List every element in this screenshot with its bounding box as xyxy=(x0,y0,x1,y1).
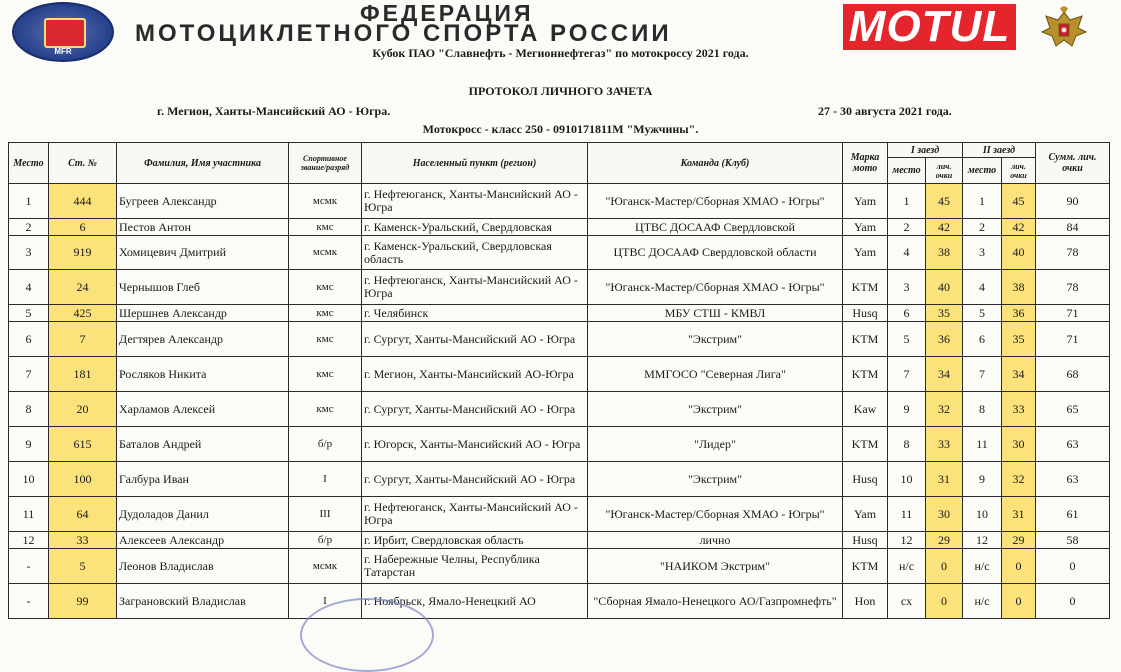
col-header-race1-place: место xyxy=(888,158,926,184)
cell-rank: кмс xyxy=(289,322,362,357)
cell-total: 78 xyxy=(1036,236,1110,270)
cell-p2: 8 xyxy=(963,392,1002,427)
cell-num: 5 xyxy=(49,549,117,584)
cell-team: "Сборная Ямало-Ненецкого АО/Газпромнефть" xyxy=(588,584,843,619)
cell-team: "Юганск-Мастер/Сборная ХМАО - Югры" xyxy=(588,184,843,219)
cell-place: 1 xyxy=(9,184,49,219)
cell-num: 24 xyxy=(49,270,117,305)
cell-p1: н/с xyxy=(888,549,926,584)
cell-city: г. Набережные Челны, Республика Татарстан xyxy=(362,549,588,584)
cell-p1: сх xyxy=(888,584,926,619)
table-row xyxy=(9,549,1110,584)
cell-rank: кмс xyxy=(289,357,362,392)
cell-p1: 12 xyxy=(888,532,926,549)
protocol-title: ПРОТОКОЛ ЛИЧНОГО ЗАЧЕТА xyxy=(468,84,653,98)
cell-p2: 5 xyxy=(963,305,1002,322)
cell-s2: 35 xyxy=(1002,322,1036,357)
cell-total: 71 xyxy=(1036,322,1110,357)
cell-moto: Yam xyxy=(843,497,888,532)
col-header-race1: I заезд xyxy=(888,143,963,158)
cell-team: лично xyxy=(588,532,843,549)
cell-name: Заграновский Владислав xyxy=(117,584,289,619)
cell-moto: Husq xyxy=(843,305,888,322)
cell-total: 71 xyxy=(1036,305,1110,322)
col-header-race2-points: лич. очки xyxy=(1002,158,1036,184)
cell-team: "Экстрим" xyxy=(588,392,843,427)
cell-place: 4 xyxy=(9,270,49,305)
cell-s2: 34 xyxy=(1002,357,1036,392)
sponsor-logo: MOTUL xyxy=(843,4,1016,50)
col-header-team: Команда (Клуб) xyxy=(588,143,843,184)
cell-rank: б/р xyxy=(289,532,362,549)
cell-p1: 8 xyxy=(888,427,926,462)
cell-s2: 40 xyxy=(1002,236,1036,270)
cell-team: "Экстрим" xyxy=(588,322,843,357)
cell-city: г. Ирбит, Свердловская область xyxy=(362,532,588,549)
cell-rank: кмс xyxy=(289,219,362,236)
cell-total: 0 xyxy=(1036,584,1110,619)
cell-team: ММГОСО "Северная Лига" xyxy=(588,357,843,392)
col-header-race2-place: место xyxy=(963,158,1002,184)
cell-place: 12 xyxy=(9,532,49,549)
cell-moto: KTM xyxy=(843,427,888,462)
cell-name: Чернышов Глеб xyxy=(117,270,289,305)
cell-rank: кмс xyxy=(289,305,362,322)
cell-s2: 42 xyxy=(1002,219,1036,236)
cell-city: г. Каменск-Уральский, Свердловская xyxy=(362,219,588,236)
cell-city: г. Нефтеюганск, Ханты-Мансийский АО - Югра xyxy=(362,270,588,305)
cell-p1: 5 xyxy=(888,322,926,357)
table-row xyxy=(9,497,1110,532)
cell-total: 63 xyxy=(1036,462,1110,497)
cell-city: г. Нефтеюганск, Ханты-Мансийский АО - Югра xyxy=(362,184,588,219)
cell-rank: кмс xyxy=(289,270,362,305)
cell-team: МБУ СТШ - КМВЛ xyxy=(588,305,843,322)
cell-city: г. Челябинск xyxy=(362,305,588,322)
event-place: г. Мегион, Ханты-Мансийский АО - Югра. xyxy=(157,104,391,118)
cell-s2: 33 xyxy=(1002,392,1036,427)
cell-s1: 35 xyxy=(926,305,963,322)
event-dates: 27 - 30 августа 2021 года. xyxy=(818,104,952,118)
cell-s1: 38 xyxy=(926,236,963,270)
cell-total: 90 xyxy=(1036,184,1110,219)
cell-name: Леонов Владислав xyxy=(117,549,289,584)
cell-name: Хомицевич Дмитрий xyxy=(117,236,289,270)
cell-moto: Kaw xyxy=(843,392,888,427)
cell-name: Росляков Никита xyxy=(117,357,289,392)
cell-rank: мсмк xyxy=(289,184,362,219)
cell-place: 3 xyxy=(9,236,49,270)
cell-total: 84 xyxy=(1036,219,1110,236)
col-header-moto: Марка мото xyxy=(843,143,888,184)
cell-s2: 0 xyxy=(1002,584,1036,619)
cell-total: 63 xyxy=(1036,427,1110,462)
table-row xyxy=(9,270,1110,305)
cell-s2: 31 xyxy=(1002,497,1036,532)
cell-total: 0 xyxy=(1036,549,1110,584)
cell-rank: кмс xyxy=(289,392,362,427)
cell-moto: Hon xyxy=(843,584,888,619)
cell-num: 425 xyxy=(49,305,117,322)
cell-name: Дудоладов Данил xyxy=(117,497,289,532)
cell-total: 68 xyxy=(1036,357,1110,392)
cell-city: г. Мегион, Ханты-Мансийский АО-Югра xyxy=(362,357,588,392)
cell-p1: 7 xyxy=(888,357,926,392)
col-header-rank: Спортивное звание/разряд xyxy=(289,143,362,184)
cell-p2: н/с xyxy=(963,549,1002,584)
cell-s1: 33 xyxy=(926,427,963,462)
cell-rank: мсмк xyxy=(289,236,362,270)
cell-city: г. Югорск, Ханты-Мансийский АО - Югра xyxy=(362,427,588,462)
cell-place: 5 xyxy=(9,305,49,322)
cell-p1: 9 xyxy=(888,392,926,427)
cell-moto: KTM xyxy=(843,357,888,392)
cell-p2: 1 xyxy=(963,184,1002,219)
cell-s1: 0 xyxy=(926,549,963,584)
col-header-city: Населенный пункт (регион) xyxy=(362,143,588,184)
cell-total: 65 xyxy=(1036,392,1110,427)
table-row xyxy=(9,305,1110,322)
cell-moto: Yam xyxy=(843,236,888,270)
cell-total: 58 xyxy=(1036,532,1110,549)
cell-s2: 32 xyxy=(1002,462,1036,497)
stamp-seal xyxy=(300,598,434,672)
cell-rank: б/р xyxy=(289,427,362,462)
cell-p2: 7 xyxy=(963,357,1002,392)
cell-rank: I xyxy=(289,462,362,497)
cell-num: 20 xyxy=(49,392,117,427)
cell-name: Харламов Алексей xyxy=(117,392,289,427)
table-row xyxy=(9,219,1110,236)
cell-team: "Экстрим" xyxy=(588,462,843,497)
cell-total: 78 xyxy=(1036,270,1110,305)
table-row xyxy=(9,184,1110,219)
cell-place: 7 xyxy=(9,357,49,392)
cell-s2: 29 xyxy=(1002,532,1036,549)
document-header xyxy=(0,0,1121,140)
cell-num: 99 xyxy=(49,584,117,619)
event-class: Мотокросс - класс 250 - 0910171811М "Мужчины". xyxy=(422,122,699,136)
cell-s1: 0 xyxy=(926,584,963,619)
table-row xyxy=(9,427,1110,462)
cell-city: г. Сургут, Ханты-Мансийский АО - Югра xyxy=(362,462,588,497)
cell-p1: 2 xyxy=(888,219,926,236)
cell-name: Дегтярев Александр xyxy=(117,322,289,357)
cell-s1: 36 xyxy=(926,322,963,357)
mfr-logo-label: MFR xyxy=(54,47,72,56)
cell-team: "Юганск-Мастер/Сборная ХМАО - Югры" xyxy=(588,270,843,305)
cell-place: 2 xyxy=(9,219,49,236)
cell-s2: 30 xyxy=(1002,427,1036,462)
cell-city: г. Ноябрьск, Ямало-Ненецкий АО xyxy=(362,584,588,619)
cell-p2: 2 xyxy=(963,219,1002,236)
cell-s2: 36 xyxy=(1002,305,1036,322)
col-header-number: Ст. № xyxy=(49,143,117,184)
col-header-name: Фамилия, Имя участника xyxy=(117,143,289,184)
results-table xyxy=(8,142,1110,619)
cell-p2: 6 xyxy=(963,322,1002,357)
mfr-emblem-icon xyxy=(44,18,86,48)
cell-p1: 3 xyxy=(888,270,926,305)
cell-team: ЦТВС ДОСААФ Свердловской xyxy=(588,219,843,236)
cell-place: - xyxy=(9,549,49,584)
cell-s2: 0 xyxy=(1002,549,1036,584)
cell-p2: 4 xyxy=(963,270,1002,305)
cell-p2: н/с xyxy=(963,584,1002,619)
cell-name: Баталов Андрей xyxy=(117,427,289,462)
cell-num: 64 xyxy=(49,497,117,532)
cell-s2: 38 xyxy=(1002,270,1036,305)
table-row xyxy=(9,584,1110,619)
cell-num: 919 xyxy=(49,236,117,270)
cell-city: г. Сургут, Ханты-Мансийский АО - Югра xyxy=(362,392,588,427)
cell-team: "Юганск-Мастер/Сборная ХМАО - Югры" xyxy=(588,497,843,532)
cell-moto: Husq xyxy=(843,462,888,497)
cell-moto: KTM xyxy=(843,549,888,584)
cell-place: 8 xyxy=(9,392,49,427)
cell-name: Галбура Иван xyxy=(117,462,289,497)
cell-name: Пестов Антон xyxy=(117,219,289,236)
cell-name: Шершнев Александр xyxy=(117,305,289,322)
cell-s1: 40 xyxy=(926,270,963,305)
cell-p1: 11 xyxy=(888,497,926,532)
cell-p2: 9 xyxy=(963,462,1002,497)
col-header-place: Место xyxy=(9,143,49,184)
federation-title-line2: МОТОЦИКЛЕТНОГО СПОРТА РОССИИ xyxy=(135,20,672,47)
federation-title-line1: ФЕДЕРАЦИЯ xyxy=(360,0,534,26)
cell-num: 100 xyxy=(49,462,117,497)
cell-s2: 45 xyxy=(1002,184,1036,219)
cell-place: - xyxy=(9,584,49,619)
cell-num: 181 xyxy=(49,357,117,392)
cell-total: 61 xyxy=(1036,497,1110,532)
cell-s1: 45 xyxy=(926,184,963,219)
cell-s1: 30 xyxy=(926,497,963,532)
cell-s1: 29 xyxy=(926,532,963,549)
table-row xyxy=(9,532,1110,549)
cell-num: 33 xyxy=(49,532,117,549)
table-row xyxy=(9,392,1110,427)
cell-moto: Yam xyxy=(843,184,888,219)
cell-moto: Yam xyxy=(843,219,888,236)
cell-team: "НАИКОМ Экстрим" xyxy=(588,549,843,584)
cell-p1: 6 xyxy=(888,305,926,322)
table-row xyxy=(9,322,1110,357)
cell-place: 10 xyxy=(9,462,49,497)
cell-rank: III xyxy=(289,497,362,532)
cell-moto: KTM xyxy=(843,270,888,305)
cell-num: 444 xyxy=(49,184,117,219)
cell-place: 6 xyxy=(9,322,49,357)
table-row xyxy=(9,236,1110,270)
cell-p2: 10 xyxy=(963,497,1002,532)
table-row xyxy=(9,462,1110,497)
cell-p2: 11 xyxy=(963,427,1002,462)
cell-p1: 1 xyxy=(888,184,926,219)
cell-p2: 12 xyxy=(963,532,1002,549)
cell-num: 7 xyxy=(49,322,117,357)
col-header-total: Сумм. лич. очки xyxy=(1036,143,1110,184)
cell-name: Бугреев Александр xyxy=(117,184,289,219)
cell-team: ЦТВС ДОСААФ Свердловской области xyxy=(588,236,843,270)
cell-s1: 34 xyxy=(926,357,963,392)
col-header-race2: II заезд xyxy=(963,143,1036,158)
cell-name: Алексеев Александр xyxy=(117,532,289,549)
cell-p2: 3 xyxy=(963,236,1002,270)
cell-num: 6 xyxy=(49,219,117,236)
cell-city: г. Сургут, Ханты-Мансийский АО - Югра xyxy=(362,322,588,357)
cell-p1: 10 xyxy=(888,462,926,497)
cup-title: Кубок ПАО "Славнефть - Мегионнефтегаз" по мотокроссу 2021 года. xyxy=(372,46,749,60)
cell-city: г. Каменск-Уральский, Свердловская область xyxy=(362,236,588,270)
cell-rank: I xyxy=(289,584,362,619)
cell-rank: мсмк xyxy=(289,549,362,584)
cell-moto: KTM xyxy=(843,322,888,357)
cell-s1: 32 xyxy=(926,392,963,427)
cell-moto: Husq xyxy=(843,532,888,549)
cell-place: 11 xyxy=(9,497,49,532)
cell-s1: 31 xyxy=(926,462,963,497)
table-row xyxy=(9,357,1110,392)
cell-city: г. Нефтеюганск, Ханты-Мансийский АО - Югра xyxy=(362,497,588,532)
cell-p1: 4 xyxy=(888,236,926,270)
col-header-race1-points: лич. очки xyxy=(926,158,963,184)
cell-place: 9 xyxy=(9,427,49,462)
cell-s1: 42 xyxy=(926,219,963,236)
cell-team: "Лидер" xyxy=(588,427,843,462)
cell-num: 615 xyxy=(49,427,117,462)
